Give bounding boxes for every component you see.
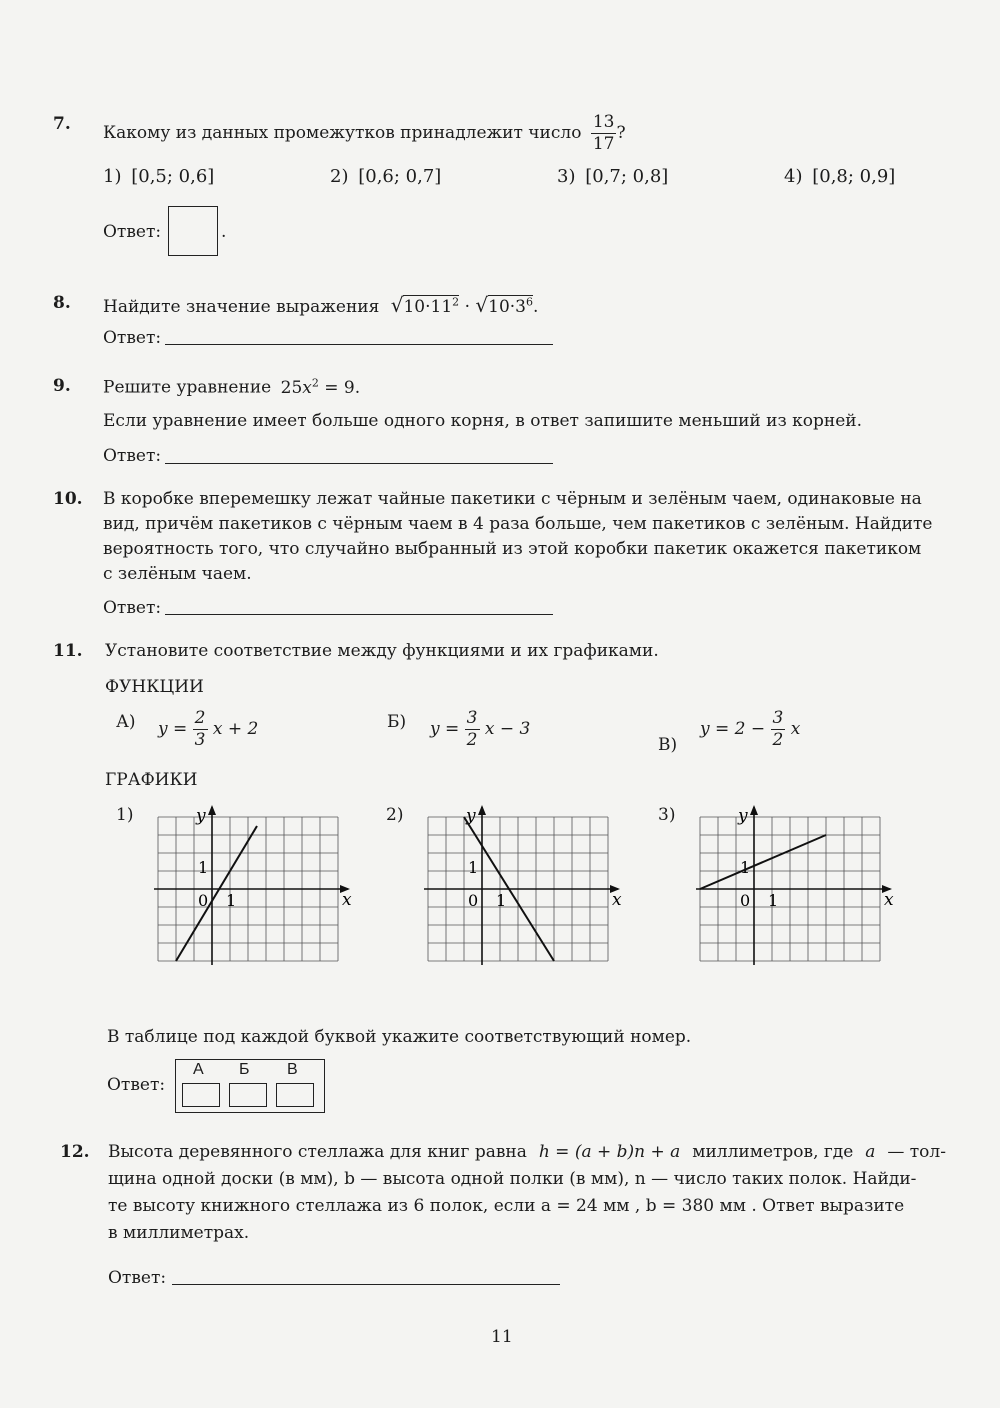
q11-func-c-den: 2 (772, 730, 784, 750)
q7-tail: ? (616, 123, 626, 143)
q11-func-a-rhs: x + 2 (212, 719, 259, 739)
q7-frac-den: 17 (592, 134, 615, 154)
q11-answer-label: Ответ: (107, 1075, 166, 1095)
q11-answer-cell-b[interactable] (229, 1083, 267, 1107)
q10-answer-label: Ответ: (103, 598, 162, 618)
q7-answer-label: Ответ: (103, 222, 162, 242)
q8-tail: . (532, 297, 539, 317)
x-unit-label: 1 (768, 891, 779, 910)
q7-option-2-num: 2) (330, 166, 349, 187)
origin-label: 0 (198, 891, 209, 910)
q11-func-c-lhs: y = 2 − (700, 719, 766, 739)
q11-graph-label-1: 1) (116, 805, 134, 825)
q7-option-1 (103, 166, 214, 187)
q11-func-b-lhs: y = (430, 719, 460, 739)
q11-answer-cell-c[interactable] (276, 1083, 314, 1107)
q11-graph-label-3: 3) (658, 805, 676, 825)
q7-answer-tail: . (221, 222, 227, 242)
q9-text (103, 376, 360, 398)
q11-func-c-num: 3 (772, 708, 784, 728)
x-axis-label: x (884, 890, 894, 910)
q9-eq-exp: 2 (311, 376, 319, 389)
q12-var-a: a (865, 1142, 876, 1162)
function-line (176, 826, 257, 961)
graph-2 (420, 805, 635, 1010)
q11-text: Установите соответствие между функциями и их графиками. (105, 641, 659, 661)
q11-func-c-rhs: x (790, 719, 801, 739)
q11-func-c-frac (771, 710, 786, 749)
q11-functions-heading: ФУНКЦИИ (105, 677, 204, 697)
q7-frac-num: 13 (592, 112, 615, 132)
q8-answer-line[interactable] (165, 344, 553, 345)
q7-option-3-value: [0,7; 0,8] (585, 166, 669, 187)
q12-line-2: щина одной доски (в мм), b — высота одной полки (в мм), n — число таких полок. Найди- (108, 1169, 917, 1189)
q12-answer-label: Ответ: (108, 1268, 167, 1288)
q8-number: 8. (53, 293, 71, 313)
q10-line-4: с зелёным чаем. (103, 564, 252, 584)
graph-3 (692, 805, 907, 1010)
q12-line-3: те высоту книжного стеллажа из 6 полок, если a = 24 мм , b = 380 мм . Ответ выразите (108, 1196, 905, 1216)
q11-answer-cell-a[interactable] (182, 1083, 220, 1107)
q10-line-1: В коробке вперемешку лежат чайные пакетики с чёрным и зелёным чаем, одинаковые на (103, 489, 922, 509)
q11-func-label-b: Б) (387, 712, 407, 732)
y-axis-arrow (478, 805, 486, 815)
y-axis-arrow (208, 805, 216, 815)
q11-func-b-den: 2 (466, 730, 478, 750)
q9-question: Решите уравнение (103, 377, 272, 398)
q8-dot: · (464, 297, 470, 317)
q8-expr1: 10·11 (403, 297, 453, 317)
q7-answer-box[interactable] (168, 206, 218, 256)
q7-option-2-value: [0,6; 0,7] (358, 166, 442, 187)
q11-func-label-a: А) (116, 712, 136, 732)
q12-formula: h = (a + b)n + a (538, 1142, 681, 1162)
q7-option-3 (557, 166, 668, 187)
x-axis-label: x (342, 890, 352, 910)
q7-question: Какому из данных промежутков принадлежит число (103, 123, 582, 143)
q11-func-a (158, 710, 258, 749)
q9-answer-label: Ответ: (103, 446, 162, 466)
q7-option-4-value: [0,8; 0,9] (812, 166, 896, 187)
q8-question: Найдите значение выражения (103, 297, 380, 317)
q10-number: 10. (53, 489, 83, 509)
q9-number: 9. (53, 376, 71, 396)
q12-line-4: в миллиметрах. (108, 1223, 250, 1243)
q11-instruction: В таблице под каждой буквой укажите соответствующий номер. (107, 1027, 692, 1047)
q8-text (103, 293, 538, 317)
q12-line-1-b: миллиметров, где (692, 1142, 854, 1162)
q8-expression: $√10\cdot 11^2 \cdot √10\cdot 3^6$. (390, 293, 539, 317)
q11-func-label-c: В) (658, 735, 678, 755)
x-axis-label: x (612, 890, 622, 910)
graph-1 (150, 805, 365, 1010)
q8-exp1: 2 (452, 295, 460, 309)
q7-text (103, 114, 626, 153)
y-axis-label: y (196, 806, 206, 826)
page-number: 11 (491, 1327, 513, 1347)
q10-line-2: вид, причём пакетиков с чёрным чаем в 4 раза больше, чем пакетиков с зелёным. Найдите (103, 514, 933, 534)
q11-func-b-frac (465, 710, 480, 749)
y-unit-label: 1 (468, 858, 479, 877)
q11-answer-head-a: А (193, 1061, 204, 1078)
q12-answer-line[interactable] (172, 1284, 560, 1285)
q10-answer-line[interactable] (165, 614, 553, 615)
q11-func-b-rhs: x − 3 (484, 719, 531, 739)
q7-option-1-value: [0,5; 0,6] (131, 166, 215, 187)
q11-func-a-num: 2 (194, 708, 206, 728)
q9-eq-x: x (302, 377, 312, 398)
q9-equation (281, 378, 361, 398)
q11-func-a-frac (193, 710, 208, 749)
origin-label: 0 (468, 891, 479, 910)
y-unit-label: 1 (198, 858, 209, 877)
q11-graph-label-2: 2) (386, 805, 404, 825)
q11-graphs-heading: ГРАФИКИ (105, 770, 198, 790)
q11-answer-head-c: В (287, 1061, 298, 1078)
q12-line-1 (108, 1142, 946, 1162)
q11-number: 11. (53, 641, 83, 661)
q12-line-1-a: Высота деревянного стеллажа для книг равна (108, 1142, 527, 1162)
q7-number: 7. (53, 114, 71, 134)
q8-expr2: 10·3 (488, 297, 526, 317)
q8-exp2: 6 (525, 295, 533, 309)
x-unit-label: 1 (496, 891, 507, 910)
q7-option-2 (330, 166, 441, 187)
y-axis-label: y (738, 806, 748, 826)
q11-func-a-lhs: y = (158, 719, 188, 739)
q7-fraction (591, 114, 617, 153)
q9-line2: Если уравнение имеет больше одного корня, в ответ запишите меньший из корней. (103, 411, 863, 431)
q10-line-3: вероятность того, что случайно выбранный из этой коробки пакетик окажется пакетиком (103, 539, 922, 559)
origin-label: 0 (740, 891, 751, 910)
y-axis-label: y (466, 806, 476, 826)
q11-answer-head-b: Б (239, 1061, 250, 1078)
q9-answer-line[interactable] (165, 463, 553, 464)
q11-func-b-num: 3 (466, 708, 478, 728)
y-axis-arrow (750, 805, 758, 815)
q9-eq-b: = 9. (324, 377, 361, 398)
q7-option-4-num: 4) (784, 166, 803, 187)
q8-answer-label: Ответ: (103, 328, 162, 348)
q11-func-a-den: 3 (194, 730, 206, 750)
q12-number: 12. (60, 1142, 90, 1162)
q12-line-1-c: — тол- (887, 1142, 946, 1162)
q7-option-3-num: 3) (557, 166, 576, 187)
q7-option-4 (784, 166, 895, 187)
function-line (700, 835, 826, 889)
q9-eq-a: 25 (280, 377, 303, 398)
q11-func-b (430, 710, 530, 749)
q7-option-1-num: 1) (103, 166, 122, 187)
q11-func-c (700, 710, 800, 749)
x-unit-label: 1 (226, 891, 237, 910)
y-unit-label: 1 (740, 858, 751, 877)
